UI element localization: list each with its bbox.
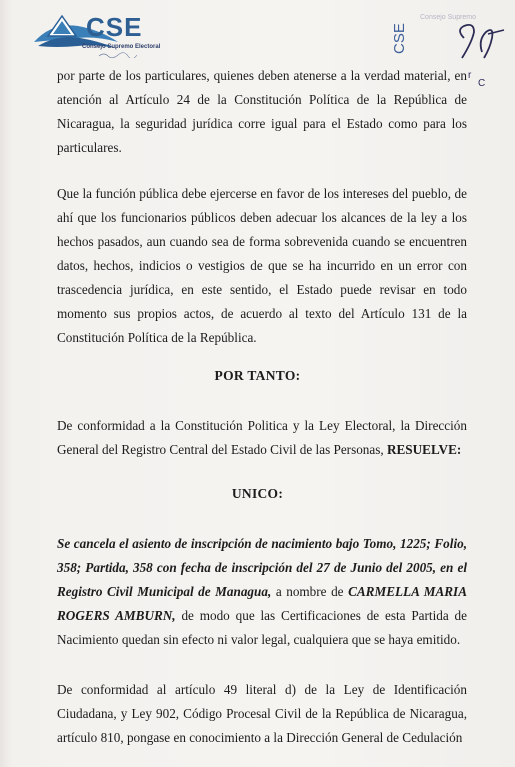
logo-title: CSE (86, 12, 143, 42)
heading-por-tanto: POR TANTO: (214, 368, 301, 383)
margin-mark: r (468, 70, 472, 81)
logo-subtitle: Consejo Supremo Electoral (82, 44, 161, 50)
paragraph-2: Que la función pública debe ejercerse en favor de los intereses del pueblo, de ahí que los funcionarios públicos deben adecuar los alcances de la ley a los hechos pasados, aun cuando sea de forma sobrevenida cuando se encuentren datos, hechos, indicios o vestigios de que se ha incurrido en un error con trascedencia jurídica, en este sentido, el Estado puede revisar en todo momento sus propios actos, de acuerdo al texto del Artículo 131 de la Constitución Política de la República. (57, 186, 467, 345)
resuelve-label: RESUELVE: (386, 442, 462, 457)
logo-signature (98, 52, 138, 60)
paragraph-1: por parte de los particulares, quienes deben atenerse a la verdad material, en atención al Artículo 24 de la Constitución Política de la República de Nicaragua, la seguridad jurídica corre igual para el Estado como para los particulares. (57, 68, 467, 155)
paragraph-5: De conformidad al artículo 49 literal d) de la Ley de Identificación Ciudadana, y Ley 902, Código Procesal Civil de la República de Nicaragua, artículo 810, pongase en conocimiento a la Dirección General de Cedulación (57, 682, 467, 745)
paragraph-4-mid: a nombre de (271, 584, 349, 599)
person-name: CARMELLA MARIA ROGERS AMBURN, (57, 584, 467, 623)
margin-mark: C (478, 78, 486, 89)
paragraph-3 (57, 414, 467, 462)
heading-unico: UNICO: (231, 486, 284, 501)
paragraph-4 (57, 532, 467, 652)
paragraph-3-text: De conformidad a la Constitución Politica y la Ley Electoral, la Dirección General del Registro Central del Estado Civil de las Personas, (57, 418, 467, 457)
vertical-stamp: CSE (391, 23, 408, 54)
cancellation-details: Se cancela el asiento de inscripción de nacimiento bajo Tomo, 1225; Folio, 358; Partida, 358 con fecha de inscripción del 27 de Junio del 2005, en el Registro Civil Municipal de Managua, (57, 536, 467, 599)
handwritten-folio-mark (452, 18, 508, 66)
stamp-label: Consejo Supremo (420, 14, 477, 21)
paragraph-4-end: de modo que las Certificaciones de esta Partida de Nacimiento quedan sin efecto ni valor legal, cualquiera que se haya emitido. (57, 608, 467, 647)
